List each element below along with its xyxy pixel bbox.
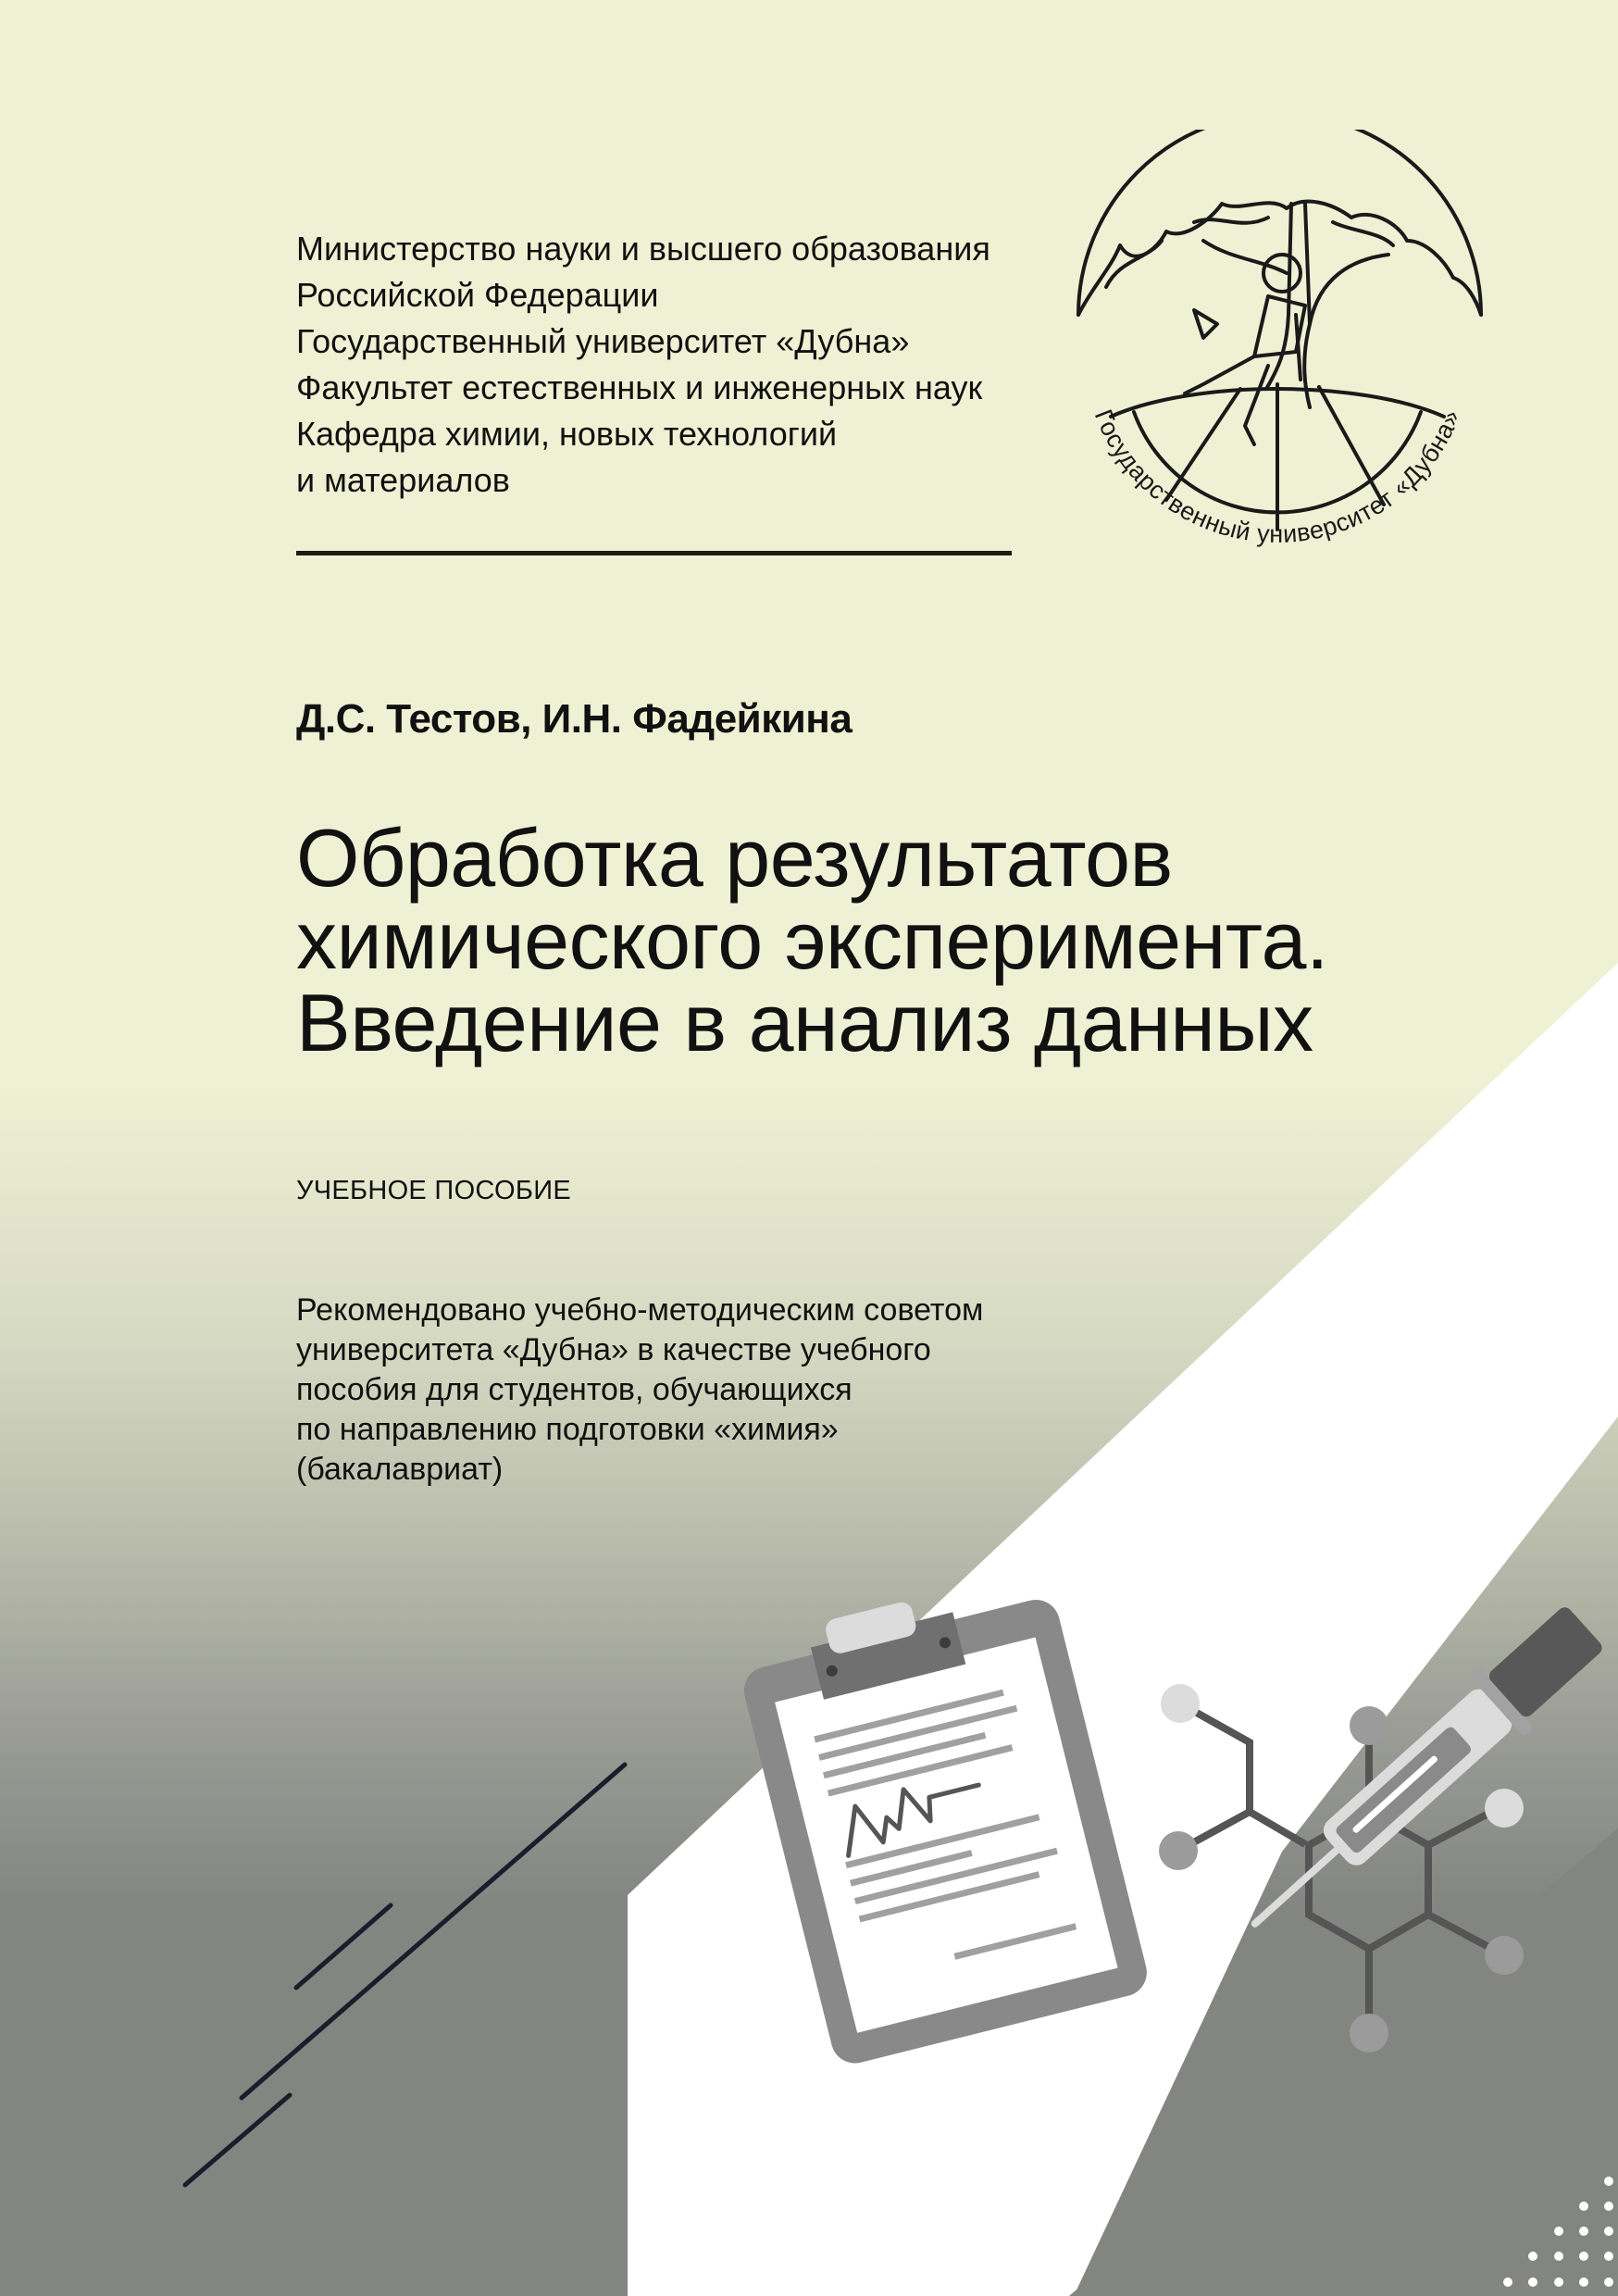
recommendation-line: (бакалавриат) — [296, 1452, 504, 1487]
recommendation-line: университета «Дубна» в качестве учебного — [296, 1332, 931, 1367]
title-line: Введение в анализ данных — [296, 977, 1313, 1068]
publication-kind: УЧЕБНОЕ ПОСОБИЕ — [296, 1176, 572, 1205]
ministry-line: и материалов — [296, 461, 510, 499]
recommendation — [296, 1291, 983, 1490]
recommendation-line: пособия для студентов, обучающихся — [296, 1372, 853, 1407]
decorative-lines — [185, 1765, 625, 2185]
ministry-line: Государственный университет «Дубна» — [296, 322, 910, 360]
divider — [296, 551, 1012, 555]
recommendation-line: Рекомендовано учебно-методическим советом — [296, 1292, 984, 1328]
title-line: Обработка результатов — [296, 812, 1173, 904]
ministry-line: Министерство науки и высшего образования — [296, 230, 990, 268]
book-title — [296, 812, 1328, 1068]
university-logo-icon — [1055, 130, 1500, 565]
title-line: химического эксперимента. — [296, 894, 1328, 986]
recommendation-line: по направлению подготовки «химия» — [296, 1412, 839, 1447]
ministry-line: Кафедра химии, новых технологий — [296, 415, 838, 453]
ministry-line: Российской Федерации — [296, 276, 659, 314]
svg-text:Государственный университет «Д: Государственный университет «Дубна» — [1089, 406, 1466, 549]
ministry-line: Факультет естественных и инженерных наук — [296, 368, 983, 406]
ministry-block — [296, 226, 990, 504]
authors: Д.С. Тестов, И.Н. Фадейкина — [296, 696, 853, 742]
